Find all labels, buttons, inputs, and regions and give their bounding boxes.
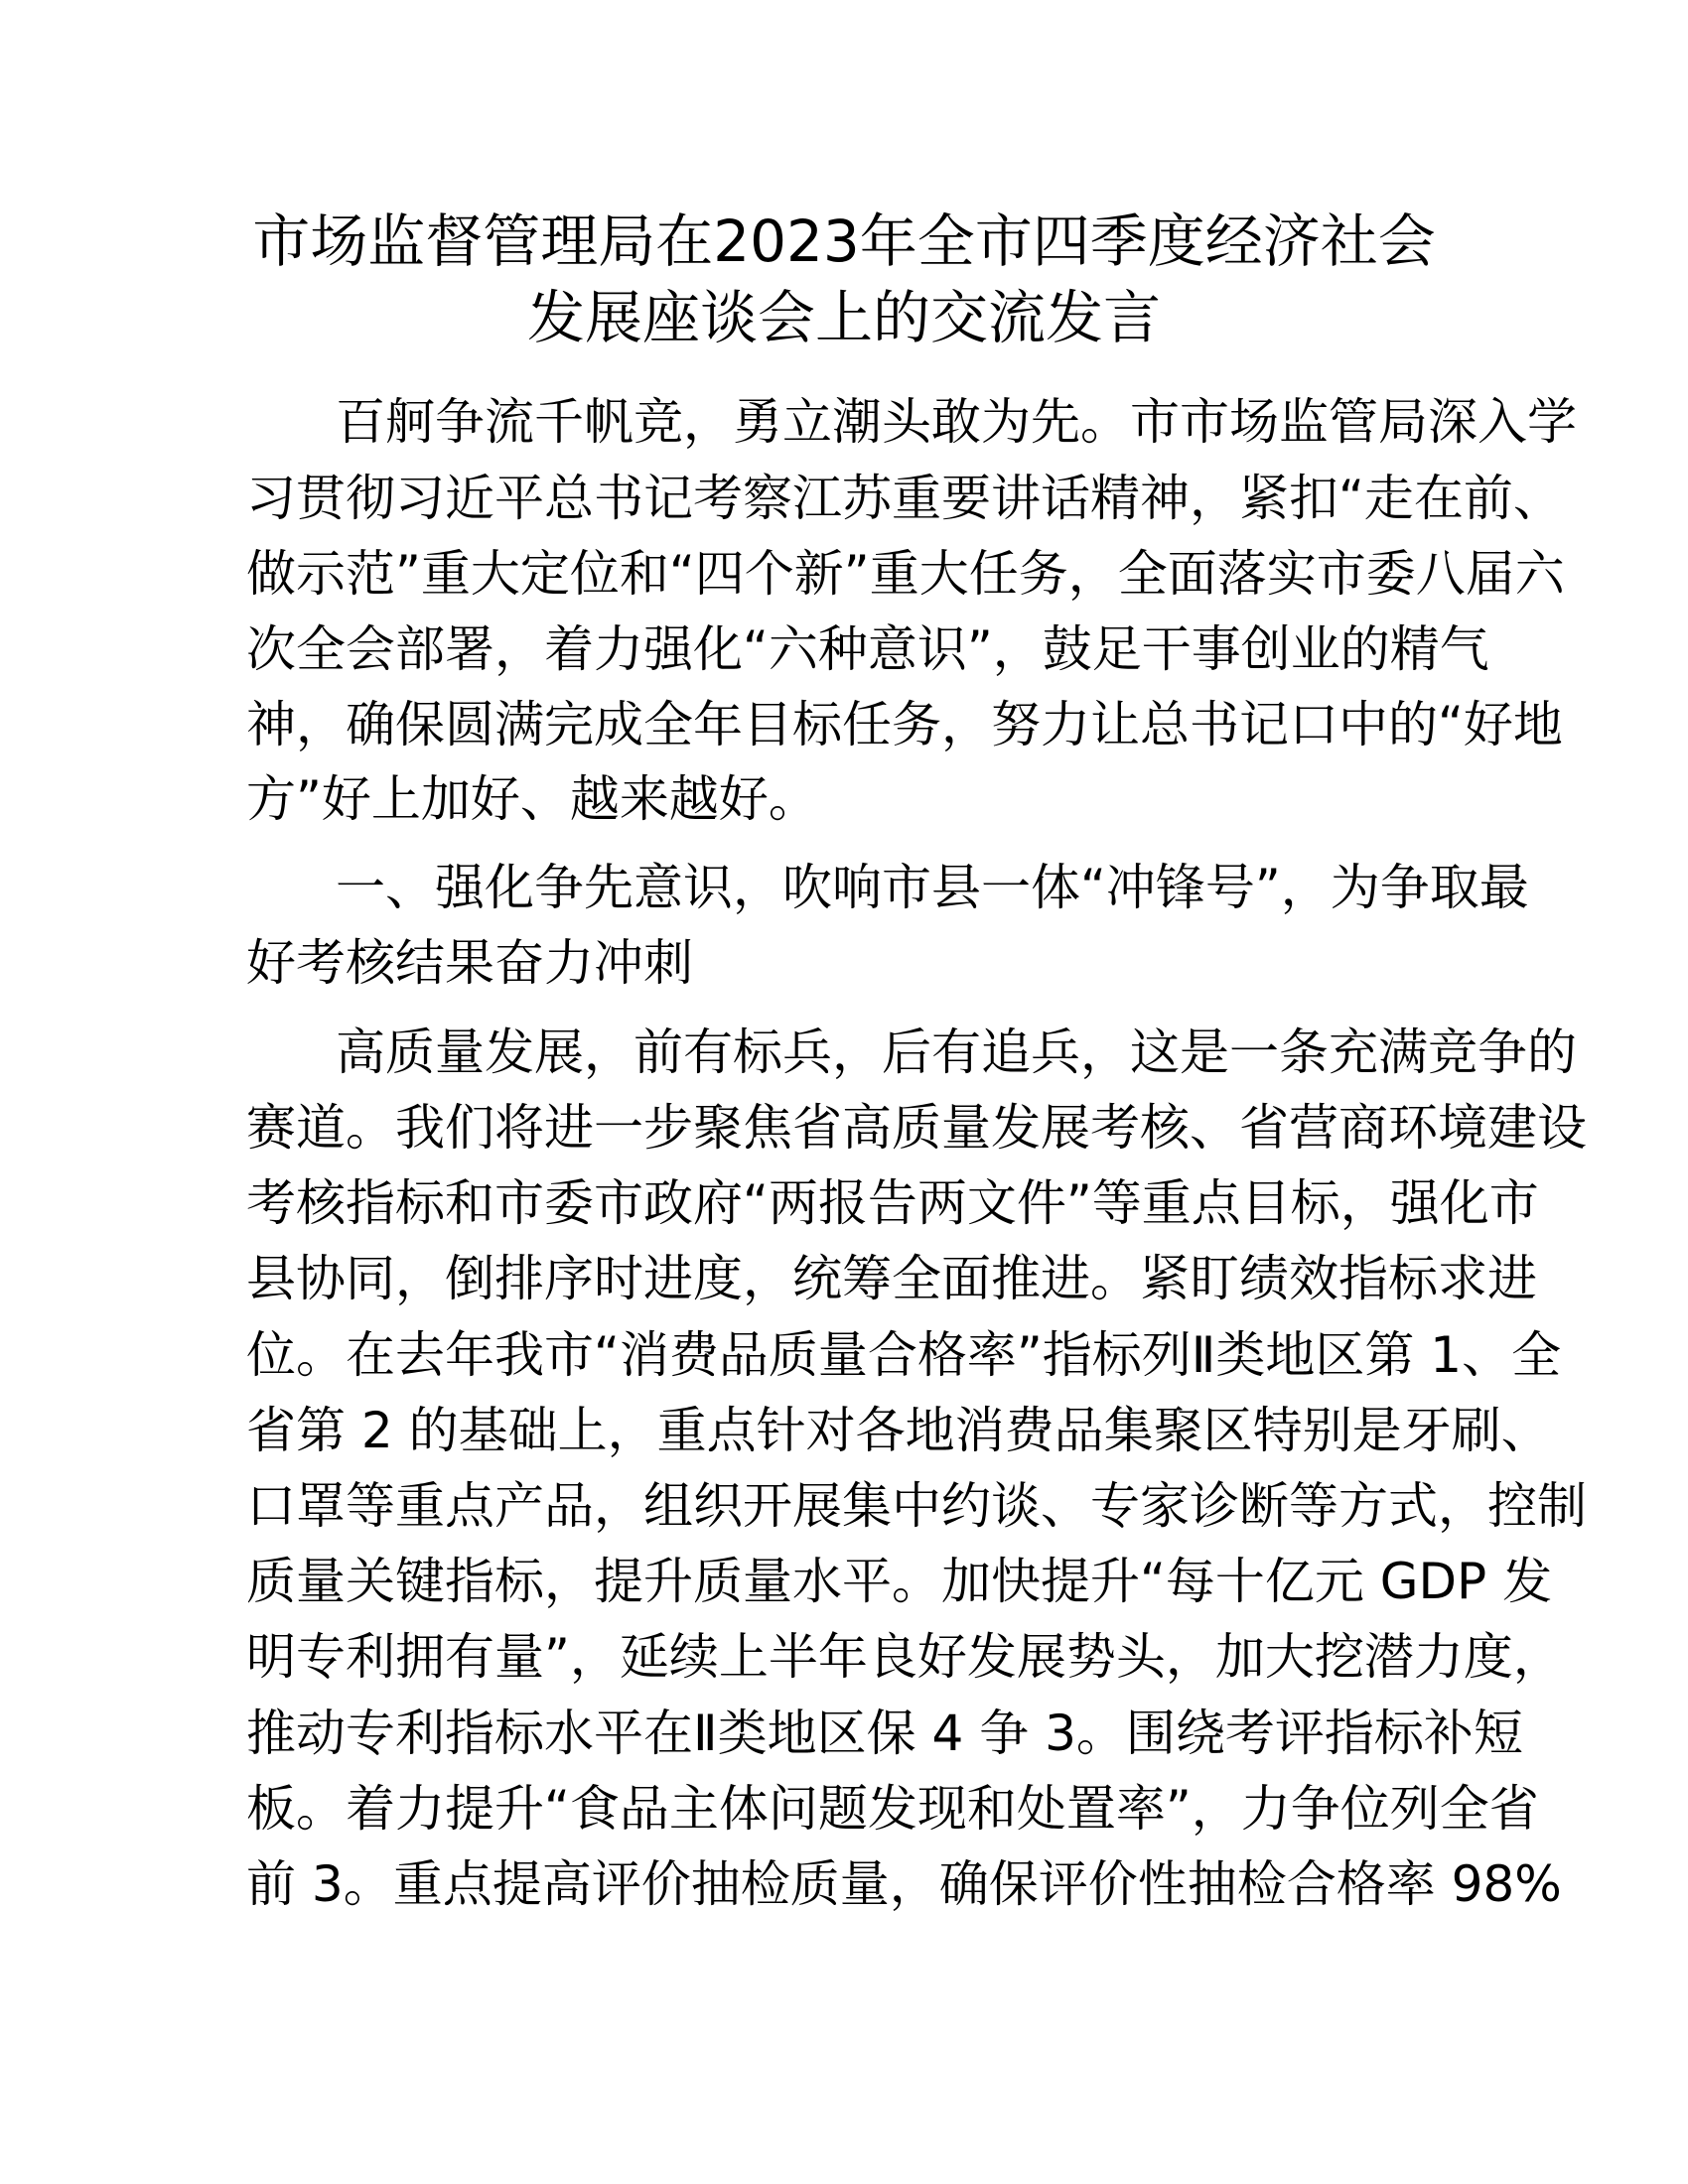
body-line: 前 3。重点提高评价抽检质量，确保评价性抽检合格率 98% bbox=[246, 1855, 1562, 1913]
body-line: 县协同，倒排序时进度，统筹全面推进。紧盯绩效指标求进 bbox=[246, 1250, 1537, 1307]
section-heading-line: 好考核结果奋力冲刺 bbox=[246, 934, 693, 992]
body-line: 百舸争流千帆竞，勇立潮头敢为先。市市场监管局深入学 bbox=[336, 393, 1577, 451]
body-line: 方”好上加好、越来越好。 bbox=[246, 770, 818, 828]
body-line: 位。在去年我市“消费品质量合格率”指标列Ⅱ类地区第 1、全 bbox=[246, 1326, 1562, 1384]
body-line: 省第 2 的基础上，重点针对各地消费品集聚区特别是牙刷、 bbox=[246, 1402, 1551, 1459]
body-line: 次全会部署，着力强化“六种意识”，鼓足干事创业的精气 bbox=[246, 620, 1489, 678]
body-line: 做示范”重大定位和“四个新”重大任务，全面落实市委八届六 bbox=[246, 545, 1565, 603]
document-title-line-2: 发展座谈会上的交流发言 bbox=[526, 284, 1161, 351]
body-line: 口罩等重点产品，组织开展集中约谈、专家诊断等方式，控制 bbox=[246, 1477, 1587, 1535]
body-line: 推动专利指标水平在Ⅱ类地区保 4 争 3。围绕考评指标补短 bbox=[246, 1705, 1523, 1762]
body-line: 质量关键指标，提升质量水平。加快提升“每十亿元 GDP 发 bbox=[246, 1553, 1553, 1610]
document-title-line-1: 市场监督管理局在2023年全市四季度经济社会 bbox=[252, 207, 1436, 275]
body-line: 明专利拥有量”，延续上半年良好发展势头，加大挖潜力度， bbox=[246, 1628, 1563, 1686]
body-line: 板。着力提升“食品主体问题发现和处置率”，力争位列全省 bbox=[246, 1780, 1539, 1838]
body-line: 高质量发展，前有标兵，后有追兵，这是一条充满竞争的 bbox=[336, 1024, 1577, 1081]
body-line: 神，确保圆满完成全年目标任务，努力让总书记口中的“好地 bbox=[246, 696, 1563, 753]
body-line: 赛道。我们将进一步聚焦省高质量发展考核、省营商环境建设 bbox=[246, 1099, 1587, 1157]
section-heading-line: 一、强化争先意识，吹响市县一体“冲锋号”，为争取最 bbox=[336, 859, 1529, 916]
body-line: 考核指标和市委市政府“两报告两文件”等重点目标，强化市 bbox=[246, 1174, 1539, 1232]
body-line: 习贯彻习近平总书记考察江苏重要讲话精神，紧扣“走在前、 bbox=[246, 470, 1563, 527]
